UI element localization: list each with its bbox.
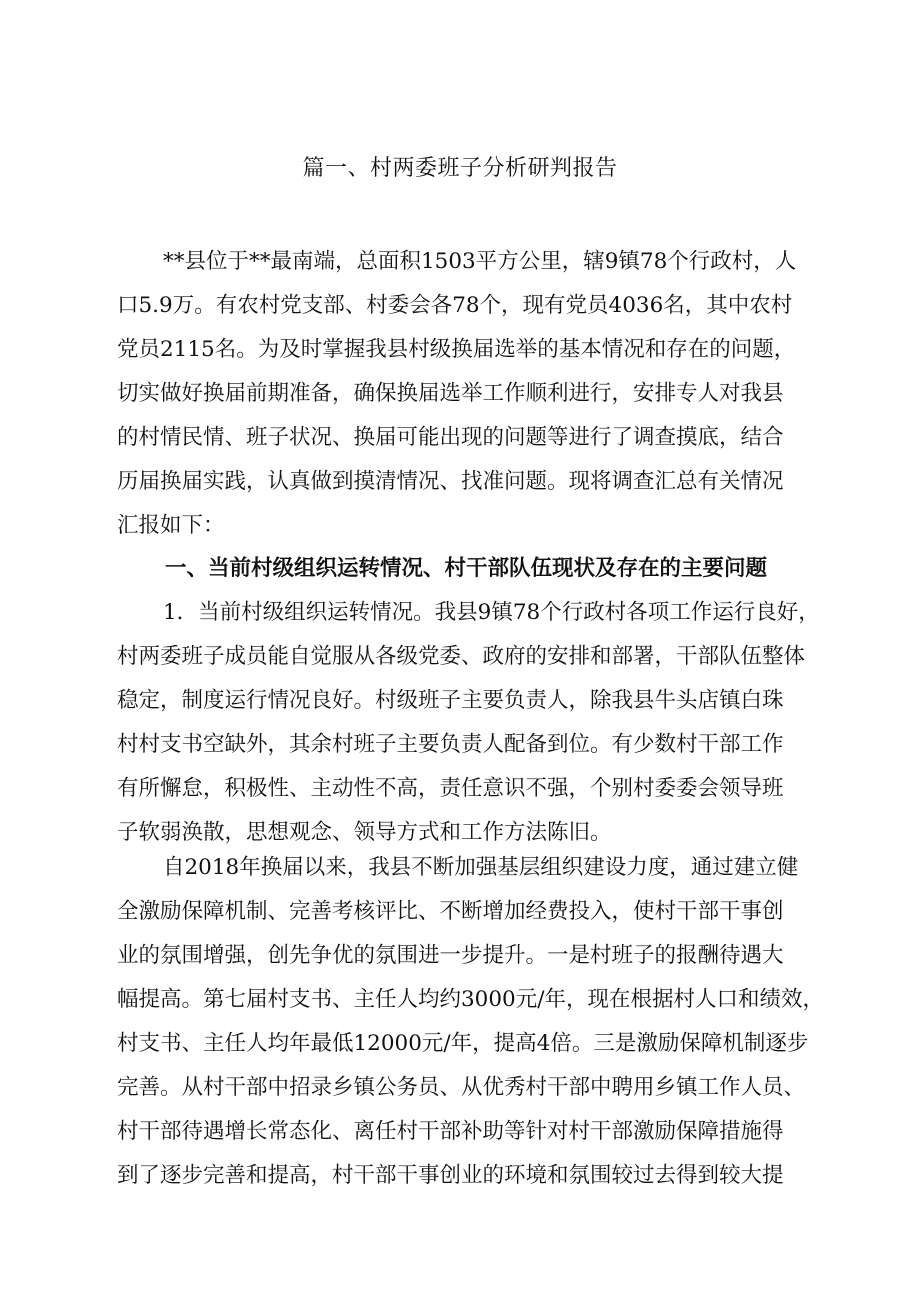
text-line: **县位于**最南端，总面积1503平方公里，辖9镇78个行政村，人 xyxy=(163,249,797,274)
text-line: 到了逐步完善和提高，村干部干事创业的环境和氛围较过去得到较大提 xyxy=(117,1163,784,1188)
text-line: 切实做好换届前期准备，确保换届选举工作顺利进行，安排专人对我县 xyxy=(117,381,784,406)
text-line: 稳定，制度运行情况良好。村级班子主要负责人，除我县牛头店镇白珠 xyxy=(117,688,784,713)
text-line: 自2018年换届以来，我县不断加强基层组织建设力度，通过建立健 xyxy=(163,855,799,880)
paragraph-operation-status xyxy=(117,591,827,855)
text-line: 口5.9万。有农村党支部、村委会各78个，现有党员4036名，其中农村 xyxy=(117,293,793,318)
text-line: 全激励保障机制、完善考核评比、不断增加经费投入，使村干部干事创 xyxy=(117,899,784,924)
text-line: 村两委班子成员能自觉服从各级党委、政府的安排和部署，干部队伍整体 xyxy=(117,644,806,669)
text-line: 村干部待遇增长常态化、离任村干部补助等针对村干部激励保障措施得 xyxy=(117,1119,784,1144)
text-line: 业的氛围增强，创先争优的氛围进一步提升。一是村班子的报酬待遇大 xyxy=(117,943,784,968)
text-line: 汇报如下： xyxy=(117,513,225,538)
text-line: 子软弱涣散，思想观念、领导方式和工作方法陈旧。 xyxy=(117,820,612,845)
text-line: 完善。从村干部中招录乡镇公务员、从优秀村干部中聘用乡镇工作人员、 xyxy=(117,1075,806,1100)
text-line: 的村情民情、班子状况、换届可能出现的问题等进行了调查摸底，结合 xyxy=(117,425,784,450)
text-line: 幅提高。第七届村支书、主任人均约3000元/年，现在根据村人口和绩效， xyxy=(117,987,824,1012)
text-line: 历届换届实践，认真做到摸清情况、找准问题。现将调查汇总有关情况 xyxy=(117,469,784,494)
paragraph-intro xyxy=(117,240,827,548)
text-line: 村支书、主任人均年最低12000元/年，提高4倍。三是激励保障机制逐步 xyxy=(117,1031,809,1056)
text-line: 1．当前村级组织运转情况。我县9镇78个行政村各项工作运行良好， xyxy=(163,600,820,625)
text-line: 党员2115名。为及时掌握我县村级换届选举的基本情况和存在的问题， xyxy=(117,337,796,362)
paragraph-since-2018 xyxy=(117,846,827,1198)
section-heading: 一、当前村级组织运转情况、村干部队伍现状及存在的主要问题 xyxy=(165,556,768,581)
document-title: 篇一、村两委班子分析研判报告 xyxy=(302,156,618,181)
text-line: 村村支书空缺外，其余村班子主要负责人配备到位。有少数村干部工作 xyxy=(117,732,784,757)
text-line: 有所懈怠，积极性、主动性不高，责任意识不强，个别村委委会领导班 xyxy=(117,776,784,801)
